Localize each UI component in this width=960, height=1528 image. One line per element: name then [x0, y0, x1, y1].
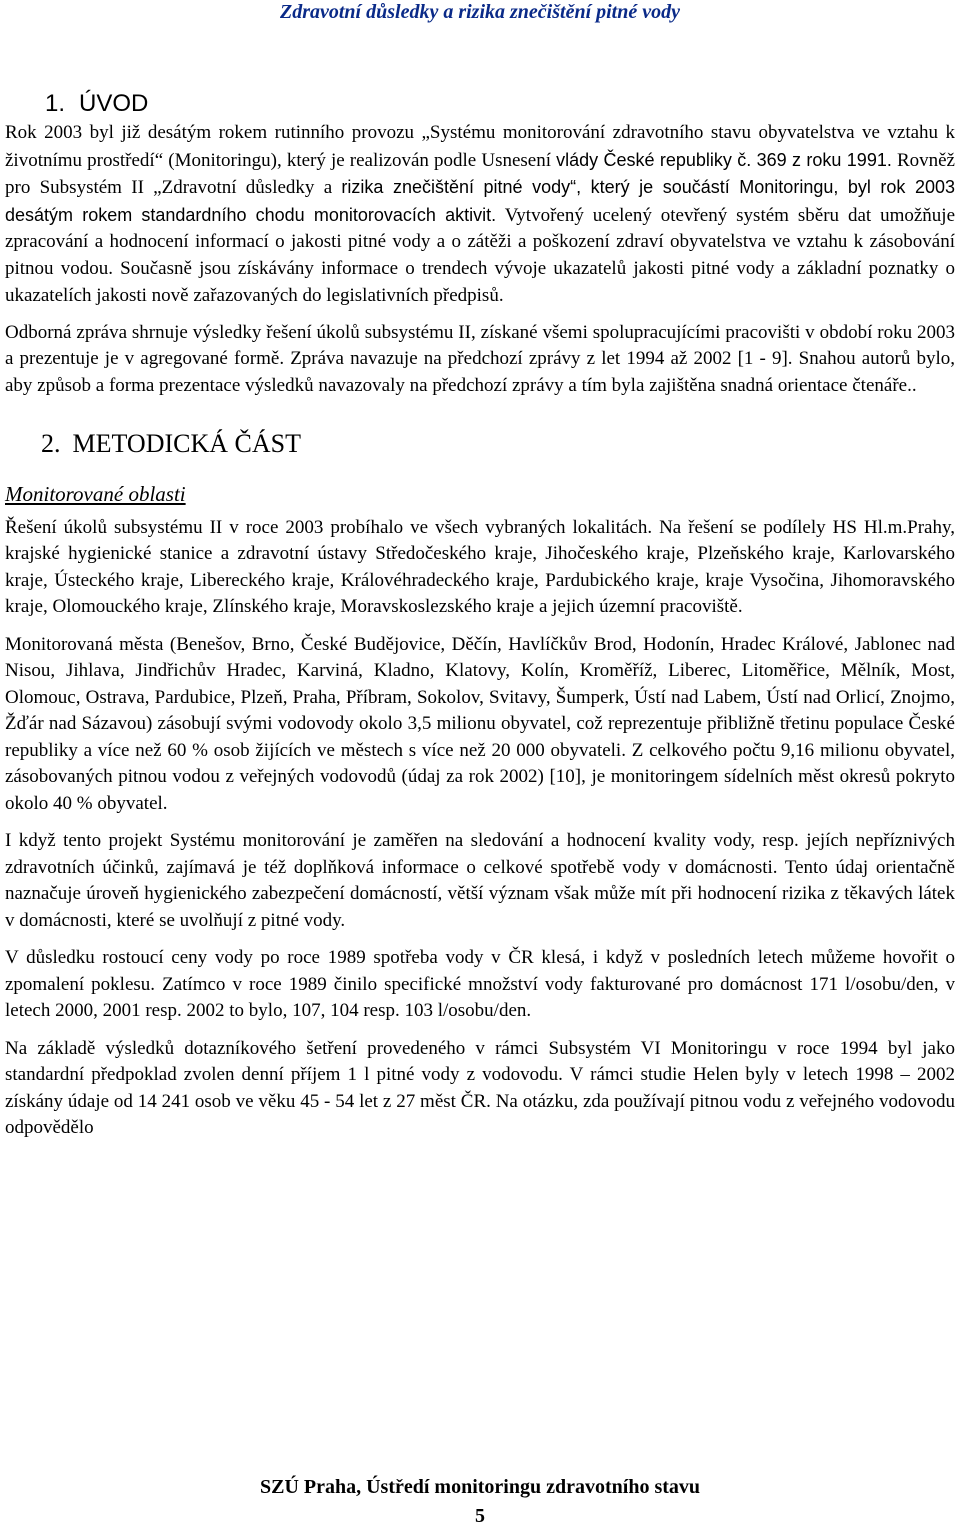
subheading-monitored-areas: Monitorované oblasti [5, 481, 186, 506]
section-2-title: METODICKÁ ČÁST [72, 428, 301, 458]
section-2-paragraph-1: Řešení úkolů subsystému II v roce 2003 probíhalo ve všech vybraných lokalitách. Na řešení se podílely HS Hl.m.Prahy, krajské hygienické stanice a zdravotní ústavy Středočeského kraje, Jihočeského kraje, Plzeňského kraje, Karlovarského kraje, Ústeckého kraje, Libereckého kraje, Královéhradeckého kraje, Pardubického kraje, kraje Vysočina, Jihomoravského kraje, Olomouckého kraje, Zlínského kraje, Moravskoslezského kraje a jejich územní pracoviště. [5, 516, 955, 618]
p1-part-d: rizika znečištění pitné vody“, který je součástí Monitoringu, byl rok 2003 desátým rokem standardního chodu monitorovacích aktivit. [5, 177, 955, 225]
section-2-paragraph-3: I když tento projekt Systému monitorování je zaměřen na sledování a hodnocení kvality vody, resp. jejích nepříznivých zdravotních účinků, zajímavá je též doplňková informace o celkové spotřebě vody v domácnosti. Tento údaj orientačně naznačuje úroveň hygienického zabezpečení domácností, větší význam však může mít při hodnocení rizika z těkavých látek v domácnosti, které se uvolňují z pitné vody. [5, 830, 955, 932]
p1-part-c: Rovněž pro Subsystém II „Zdravotní důsledky a [5, 149, 955, 199]
p1-part-a: Rok 2003 byl již desátým rokem rutinního provozu „Systému monitorování zdravotního stavu obyvatelstva ve vztahu k životnímu prostředí“ (Monitoringu), který je realizován podle Usnesení [5, 122, 955, 171]
p1-part-b: vlády České republiky č. 369 z roku 1991. [556, 149, 892, 170]
section-1-number: 1. [45, 90, 66, 117]
p1-part-f: Současně jsou získávány informace o trendech vývoje ukazatelů jakosti pitné vody a základní poznatky o ukazatelích jakosti nově zařazovaných do legislativních předpisů. [5, 257, 955, 306]
running-header: Zdravotní důsledky a rizika znečištění pitné vody [280, 1, 680, 23]
page-number: 5 [475, 1505, 485, 1527]
section-1-paragraph-1 [5, 120, 955, 309]
section-2-paragraph-5: Na základě výsledků dotazníkového šetření provedeného v rámci Subsystém VI Monitoringu v roce 1994 byl jako standardní předpoklad zvolen denní příjem 1 l pitné vody z vodovodu. V rámci studie Helen byly v letech 1998 – 2002 získány údaje od 14 241 osob ve věku 45 - 54 let z 27 měst ČR. Na otázku, zda používají pitnou vodu z veřejného vodovodu odpovědělo [5, 1037, 955, 1139]
section-1-paragraph-2: Odborná zpráva shrnuje výsledky řešení úkolů subsystému II, získané všemi spolupracujícími pracovišti v období roku 2003 a prezentuje je v agregované formě. Zpráva navazuje na předchozí zprávy z let 1994 až 2002 [1 - 9]. Snahou autorů bylo, aby způsob a forma prezentace výsledků navazovaly na předchozí zprávy a tím byla zajištěna snadná orientace čtenáře.. [5, 321, 955, 396]
p1-part-e: Vytvořený ucelený otevřený systém sběru dat umožňuje zpracování a hodnocení informací o jakosti pitné vody a o zátěži a poškození zdraví obyvatelstva ve vztahu k zásobování pitnou vodou. [5, 204, 956, 279]
section-2-paragraph-2: Monitorovaná města (Benešov, Brno, České Budějovice, Děčín, Havlíčkův Brod, Hodonín, Hradec Králové, Jablonec nad Nisou, Jihlava, Jindřichův Hradec, Karviná, Kladno, Klatovy, Kolín, Kroměříž, Liberec, Litoměřice, Mělník, Most, Olomouc, Ostrava, Pardubice, Plzeň, Praha, Příbram, Sokolov, Svitavy, Šumperk, Ústí nad Labem, Ústí nad Orlicí, Znojmo, Žďár nad Sázavou) zásobují svými vodovody okolo 3,5 milionu obyvatel, což reprezentuje přibližně třetinu populace České republiky a více než 60 % osob žijících ve městech s více než 20 000 obyvateli. Z celkového počtu 9,16 milionu obyvatel, zásobovaných pitnou vodou z veřejných vodovodů (údaj za rok 2002) [10], je monitoringem sídelních měst okresů pokryto okolo 40 % obyvatel. [5, 633, 955, 815]
section-1-title: ÚVOD [79, 90, 149, 117]
section-1-heading [45, 89, 955, 119]
footer-institution: SZÚ Praha, Ústředí monitoringu zdravotního stavu [259, 1476, 701, 1498]
section-2-paragraph-4: V důsledku rostoucí ceny vody po roce 1989 spotřeba vody v ČR klesá, i když v posledních letech můžeme hovořit o zpomalení poklesu. Zatímco v roce 1989 činilo specifické množství vody fakturované pro domácnost 171 l/osobu/den, v letech 2000, 2001 resp. 2002 to bylo, 107, 104 resp. 103 l/osobu/den. [5, 947, 955, 1022]
section-2-number: 2. [41, 428, 61, 458]
section-2-heading [41, 428, 955, 460]
